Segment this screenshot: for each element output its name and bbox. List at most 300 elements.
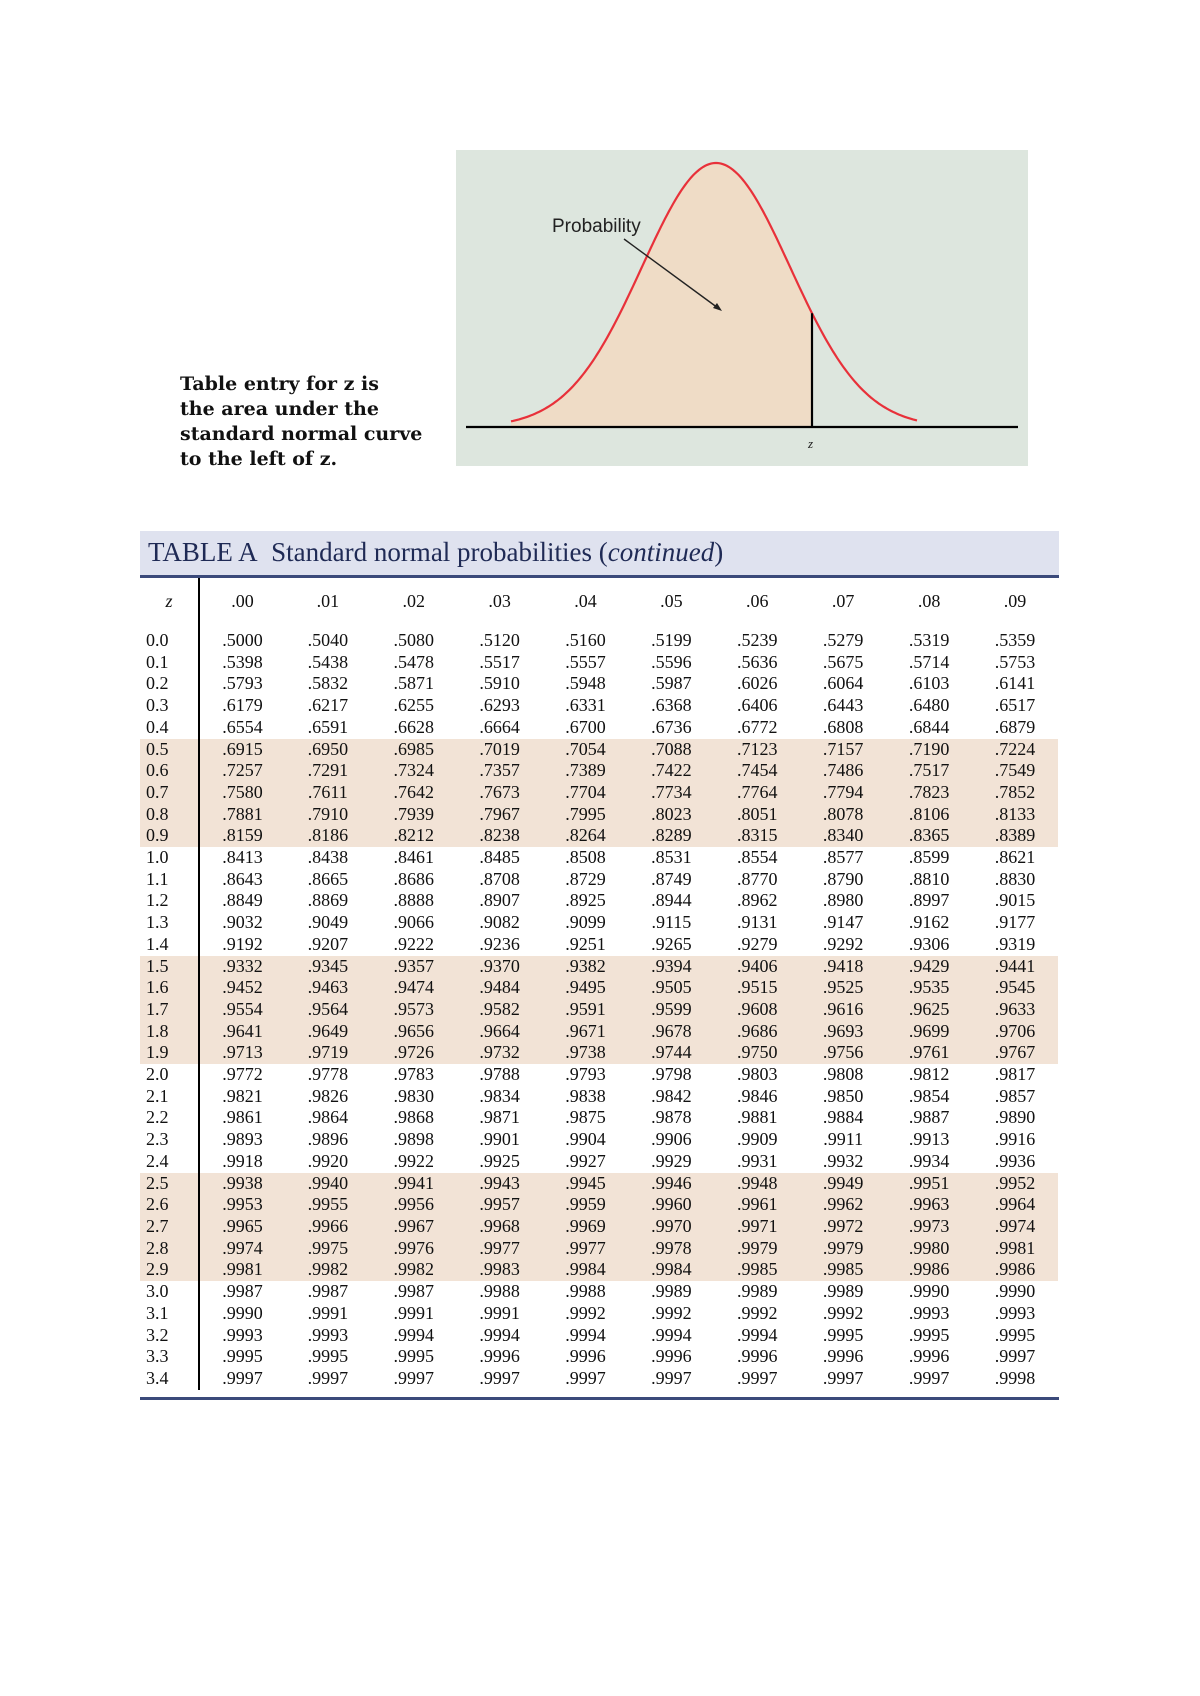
z-value-cell: 3.1 bbox=[140, 1303, 199, 1325]
probability-cell: .9996 bbox=[822, 1346, 864, 1367]
probability-cell: .9976 bbox=[371, 1238, 457, 1260]
probability-cell: .9996 bbox=[737, 1346, 778, 1367]
table-row bbox=[140, 695, 1058, 717]
table-row bbox=[140, 956, 1058, 978]
caption-line: to the left of z. bbox=[180, 448, 338, 470]
table-row bbox=[140, 673, 1058, 695]
probability-cell: .8106 bbox=[886, 804, 972, 826]
probability-cell: .9738 bbox=[543, 1042, 629, 1064]
probability-cell: .7549 bbox=[972, 760, 1058, 782]
probability-cell: .9306 bbox=[908, 933, 950, 954]
probability-cell: .7673 bbox=[457, 782, 543, 804]
probability-cell: .9945 bbox=[543, 1173, 629, 1195]
probability-cell: .9998 bbox=[994, 1367, 1036, 1388]
probability-cell: .6480 bbox=[908, 695, 950, 716]
probability-cell: .9207 bbox=[307, 933, 349, 954]
probability-cell: .7580 bbox=[199, 782, 285, 804]
probability-cell: .9115 bbox=[651, 912, 692, 933]
probability-cell: .9906 bbox=[651, 1129, 692, 1150]
probability-cell: .9922 bbox=[393, 1150, 434, 1171]
probability-cell: .7257 bbox=[199, 760, 285, 782]
table-row bbox=[140, 1281, 1058, 1303]
probability-cell: .9997 bbox=[737, 1367, 778, 1388]
z-value-cell: 1.6 bbox=[140, 977, 199, 999]
probability-cell: .8212 bbox=[371, 825, 457, 847]
probability-label: Probability bbox=[552, 216, 641, 237]
probability-cell: .7190 bbox=[886, 739, 972, 761]
probability-cell: .8849 bbox=[222, 890, 263, 911]
probability-cell: .6844 bbox=[908, 716, 950, 737]
probability-cell: .9857 bbox=[994, 1085, 1036, 1106]
probability-cell: .9988 bbox=[565, 1281, 606, 1302]
z-value-cell: 1.5 bbox=[140, 956, 199, 978]
standard-normal-table bbox=[140, 578, 1059, 1390]
probability-cell: .8238 bbox=[457, 825, 543, 847]
probability-cell: .9983 bbox=[457, 1259, 543, 1281]
probability-cell: .9826 bbox=[307, 1085, 349, 1106]
caption-line: Table entry for z is bbox=[180, 373, 379, 395]
probability-cell: .9265 bbox=[651, 933, 692, 954]
probability-cell: .9898 bbox=[393, 1129, 434, 1150]
probability-cell: .9484 bbox=[457, 977, 543, 999]
probability-cell: .9997 bbox=[565, 1367, 606, 1388]
probability-cell: .8729 bbox=[565, 868, 606, 889]
probability-cell: .6517 bbox=[994, 695, 1036, 716]
probability-cell: .9991 bbox=[479, 1302, 520, 1323]
probability-cell: .8438 bbox=[307, 847, 349, 868]
probability-cell: .9633 bbox=[972, 999, 1058, 1021]
probability-cell: .8869 bbox=[307, 890, 349, 911]
probability-cell: .9980 bbox=[886, 1238, 972, 1260]
probability-cell: .7995 bbox=[543, 804, 629, 826]
probability-cell: .8133 bbox=[972, 804, 1058, 826]
probability-cell: .9970 bbox=[628, 1216, 714, 1238]
probability-cell: .9830 bbox=[393, 1085, 434, 1106]
caption-line: the area under the bbox=[180, 398, 379, 420]
probability-cell: .7422 bbox=[628, 760, 714, 782]
column-header: .05 bbox=[660, 590, 683, 611]
probability-cell: .9875 bbox=[565, 1107, 606, 1128]
z-value-cell: 2.8 bbox=[140, 1238, 199, 1260]
probability-cell: .9973 bbox=[886, 1216, 972, 1238]
probability-cell: .9370 bbox=[457, 956, 543, 978]
probability-cell: .6443 bbox=[822, 695, 864, 716]
probability-cell: .6331 bbox=[565, 695, 606, 716]
probability-cell: .9996 bbox=[651, 1346, 692, 1367]
table-row bbox=[140, 782, 1058, 804]
probability-cell: .7389 bbox=[543, 760, 629, 782]
z-value-cell: 3.0 bbox=[140, 1281, 199, 1303]
probability-cell: .8531 bbox=[651, 847, 692, 868]
probability-cell: .9972 bbox=[800, 1216, 886, 1238]
probability-cell: .8051 bbox=[714, 804, 800, 826]
probability-cell: .5987 bbox=[651, 673, 692, 694]
z-value-cell: 2.1 bbox=[140, 1086, 199, 1108]
probability-cell: .6736 bbox=[651, 716, 692, 737]
probability-cell: .9995 bbox=[822, 1324, 864, 1345]
probability-cell: .8749 bbox=[651, 868, 692, 889]
probability-cell: .9993 bbox=[994, 1302, 1036, 1323]
probability-cell: .9997 bbox=[307, 1367, 349, 1388]
probability-cell: .9987 bbox=[307, 1281, 349, 1302]
probability-cell: .9959 bbox=[543, 1194, 629, 1216]
caption-line: standard normal curve bbox=[180, 423, 423, 445]
z-value-cell: 1.8 bbox=[140, 1021, 199, 1043]
probability-cell: .8686 bbox=[393, 868, 434, 889]
probability-cell: .6141 bbox=[994, 673, 1036, 694]
probability-cell: .5714 bbox=[908, 651, 950, 672]
probability-cell: .8980 bbox=[822, 890, 864, 911]
probability-cell: .8554 bbox=[737, 847, 778, 868]
z-value-cell: 2.2 bbox=[140, 1107, 199, 1129]
probability-cell: .9927 bbox=[565, 1150, 606, 1171]
probability-cell: .9357 bbox=[371, 956, 457, 978]
probability-cell: .9946 bbox=[628, 1173, 714, 1195]
probability-cell: .9978 bbox=[628, 1238, 714, 1260]
probability-cell: .7910 bbox=[285, 804, 371, 826]
probability-cell: .9993 bbox=[307, 1324, 349, 1345]
z-value-cell: 2.4 bbox=[140, 1151, 199, 1173]
z-value-cell: 1.1 bbox=[140, 869, 199, 891]
probability-cell: .9864 bbox=[307, 1107, 349, 1128]
probability-cell: .9931 bbox=[737, 1150, 778, 1171]
probability-cell: .9962 bbox=[800, 1194, 886, 1216]
probability-cell: .6064 bbox=[822, 673, 864, 694]
table-row bbox=[140, 652, 1058, 674]
probability-cell: .9162 bbox=[908, 912, 950, 933]
probability-cell: .9573 bbox=[371, 999, 457, 1021]
probability-cell: .9911 bbox=[823, 1129, 864, 1150]
probability-cell: .9693 bbox=[800, 1021, 886, 1043]
probability-cell: .9850 bbox=[822, 1085, 864, 1106]
probability-cell: .9319 bbox=[994, 933, 1036, 954]
table-row bbox=[140, 1368, 1058, 1390]
probability-cell: .9032 bbox=[222, 912, 263, 933]
z-value-cell: 2.9 bbox=[140, 1259, 199, 1281]
probability-cell: .9955 bbox=[285, 1194, 371, 1216]
probability-cell: .9986 bbox=[886, 1259, 972, 1281]
probability-cell: .9934 bbox=[908, 1150, 950, 1171]
probability-cell: .9994 bbox=[565, 1324, 606, 1345]
probability-cell: .9975 bbox=[285, 1238, 371, 1260]
z-value-cell: 1.4 bbox=[140, 934, 199, 956]
probability-cell: .9099 bbox=[565, 912, 606, 933]
probability-cell: .8023 bbox=[628, 804, 714, 826]
table-label: TABLE A bbox=[148, 537, 258, 567]
table-row bbox=[140, 890, 1058, 912]
probability-cell: .9082 bbox=[479, 912, 520, 933]
probability-cell: .9953 bbox=[199, 1194, 285, 1216]
probability-cell: .7123 bbox=[714, 739, 800, 761]
probability-cell: .5910 bbox=[479, 673, 520, 694]
z-marker-label: z bbox=[808, 436, 814, 451]
probability-cell: .6026 bbox=[737, 673, 778, 694]
z-value-cell: 0.2 bbox=[140, 673, 199, 695]
probability-cell: .9997 bbox=[651, 1367, 692, 1388]
probability-cell: .8643 bbox=[222, 868, 263, 889]
probability-cell: .6368 bbox=[651, 695, 692, 716]
probability-cell: .5948 bbox=[565, 673, 606, 694]
probability-cell: .7157 bbox=[800, 739, 886, 761]
probability-cell: .9981 bbox=[199, 1259, 285, 1281]
probability-cell: .7486 bbox=[800, 760, 886, 782]
probability-cell: .9881 bbox=[737, 1107, 778, 1128]
probability-cell: .9913 bbox=[908, 1129, 950, 1150]
probability-cell: .9591 bbox=[543, 999, 629, 1021]
probability-cell: .9990 bbox=[222, 1302, 263, 1323]
probability-cell: .9997 bbox=[222, 1367, 263, 1388]
probability-cell: .8810 bbox=[908, 868, 950, 889]
table-header-row bbox=[140, 578, 1058, 624]
probability-cell: .9990 bbox=[994, 1281, 1036, 1302]
z-value-cell: 3.4 bbox=[140, 1368, 199, 1390]
probability-cell: .9525 bbox=[800, 977, 886, 999]
z-value-cell: 0.3 bbox=[140, 695, 199, 717]
probability-cell: .8340 bbox=[800, 825, 886, 847]
probability-cell: .5636 bbox=[737, 651, 778, 672]
probability-cell: .9641 bbox=[199, 1021, 285, 1043]
probability-cell: .9994 bbox=[737, 1324, 778, 1345]
table-bottom-rule bbox=[140, 1397, 1059, 1400]
probability-cell: .9989 bbox=[651, 1281, 692, 1302]
probability-cell: .8770 bbox=[737, 868, 778, 889]
table-row bbox=[140, 1194, 1058, 1216]
table-title-main: Standard normal probabilities ( bbox=[271, 537, 608, 567]
probability-cell: .8665 bbox=[307, 868, 349, 889]
probability-cell: .9932 bbox=[822, 1150, 864, 1171]
probability-cell: .5398 bbox=[222, 651, 263, 672]
probability-cell: .8790 bbox=[822, 868, 864, 889]
table-row bbox=[140, 717, 1058, 739]
probability-cell: .9974 bbox=[199, 1238, 285, 1260]
probability-cell: .5557 bbox=[565, 651, 606, 672]
probability-cell: .9956 bbox=[371, 1194, 457, 1216]
column-header: .01 bbox=[316, 590, 340, 611]
probability-cell: .9968 bbox=[457, 1216, 543, 1238]
probability-cell: .9545 bbox=[972, 977, 1058, 999]
z-value-cell: 0.0 bbox=[140, 624, 199, 652]
probability-cell: .6808 bbox=[822, 716, 864, 737]
probability-cell: .9616 bbox=[800, 999, 886, 1021]
probability-cell: .9997 bbox=[908, 1367, 950, 1388]
probability-cell: .9834 bbox=[479, 1085, 520, 1106]
probability-cell: .9515 bbox=[714, 977, 800, 999]
probability-cell: .8907 bbox=[479, 890, 520, 911]
z-value-cell: 3.3 bbox=[140, 1346, 199, 1368]
probability-cell: .7642 bbox=[371, 782, 457, 804]
probability-cell: .7823 bbox=[886, 782, 972, 804]
z-value-cell: 1.9 bbox=[140, 1042, 199, 1064]
probability-cell: .9713 bbox=[199, 1042, 285, 1064]
probability-cell: .8997 bbox=[908, 890, 950, 911]
probability-cell: .6554 bbox=[222, 716, 263, 737]
probability-cell: .9236 bbox=[479, 933, 520, 954]
probability-cell: .9963 bbox=[886, 1194, 972, 1216]
probability-cell: .9887 bbox=[908, 1107, 950, 1128]
probability-cell: .9995 bbox=[908, 1324, 950, 1345]
probability-cell: .9925 bbox=[479, 1150, 520, 1171]
probability-cell: .6985 bbox=[371, 739, 457, 761]
probability-cell: .9989 bbox=[737, 1281, 778, 1302]
probability-cell: .9995 bbox=[222, 1346, 263, 1367]
probability-cell: .9251 bbox=[565, 933, 606, 954]
probability-cell: .9987 bbox=[222, 1281, 263, 1302]
probability-cell: .7019 bbox=[457, 739, 543, 761]
probability-cell: .9463 bbox=[285, 977, 371, 999]
probability-cell: .9846 bbox=[737, 1085, 778, 1106]
probability-cell: .5596 bbox=[651, 651, 692, 672]
probability-cell: .9957 bbox=[457, 1194, 543, 1216]
z-value-cell: 0.5 bbox=[140, 739, 199, 761]
column-header: .06 bbox=[746, 590, 769, 611]
probability-cell: .9977 bbox=[457, 1238, 543, 1260]
probability-cell: .6406 bbox=[737, 695, 778, 716]
probability-cell: .9772 bbox=[222, 1064, 263, 1085]
probability-cell: .9997 bbox=[994, 1346, 1036, 1367]
probability-cell: .9951 bbox=[886, 1173, 972, 1195]
probability-cell: .9821 bbox=[222, 1085, 263, 1106]
table-title bbox=[148, 537, 723, 568]
probability-cell: .9994 bbox=[393, 1324, 434, 1345]
probability-cell: .9977 bbox=[543, 1238, 629, 1260]
probability-cell: .5753 bbox=[994, 651, 1036, 672]
probability-cell: .8078 bbox=[800, 804, 886, 826]
table-row bbox=[140, 912, 1058, 934]
probability-cell: .9671 bbox=[543, 1021, 629, 1043]
probability-cell: .9941 bbox=[371, 1173, 457, 1195]
probability-cell: .9842 bbox=[651, 1085, 692, 1106]
table-row bbox=[140, 1325, 1058, 1347]
table-row bbox=[140, 977, 1058, 999]
probability-cell: .9838 bbox=[565, 1085, 606, 1106]
probability-cell: .9686 bbox=[714, 1021, 800, 1043]
probability-cell: .7764 bbox=[714, 782, 800, 804]
probability-cell: .9582 bbox=[457, 999, 543, 1021]
probability-cell: .5160 bbox=[565, 630, 606, 650]
probability-cell: .9292 bbox=[822, 933, 864, 954]
probability-cell: .9893 bbox=[222, 1129, 263, 1150]
probability-cell: .9625 bbox=[886, 999, 972, 1021]
probability-cell: .9997 bbox=[393, 1367, 434, 1388]
probability-cell: .8159 bbox=[199, 825, 285, 847]
probability-cell: .9726 bbox=[371, 1042, 457, 1064]
probability-cell: .9871 bbox=[479, 1107, 520, 1128]
probability-cell: .9993 bbox=[222, 1324, 263, 1345]
probability-cell: .9989 bbox=[822, 1281, 864, 1302]
probability-cell: .8830 bbox=[994, 868, 1036, 889]
probability-cell: .9992 bbox=[737, 1302, 778, 1323]
probability-cell: .9382 bbox=[543, 956, 629, 978]
probability-cell: .9949 bbox=[800, 1173, 886, 1195]
z-value-cell: 0.8 bbox=[140, 804, 199, 826]
figure-caption bbox=[180, 372, 460, 472]
probability-cell: .6255 bbox=[393, 695, 434, 716]
probability-cell: .9909 bbox=[737, 1129, 778, 1150]
probability-cell: .9979 bbox=[800, 1238, 886, 1260]
probability-cell: .9965 bbox=[199, 1216, 285, 1238]
probability-cell: .8289 bbox=[628, 825, 714, 847]
table-row bbox=[140, 999, 1058, 1021]
probability-cell: .9982 bbox=[285, 1259, 371, 1281]
table-title-bar bbox=[140, 531, 1059, 578]
probability-cell: .8944 bbox=[651, 890, 692, 911]
probability-cell: .5319 bbox=[908, 630, 950, 650]
probability-cell: .9049 bbox=[307, 912, 349, 933]
table-row bbox=[140, 1151, 1058, 1173]
probability-cell: .9938 bbox=[199, 1173, 285, 1195]
probability-cell: .5517 bbox=[479, 651, 520, 672]
probability-cell: .9535 bbox=[886, 977, 972, 999]
z-value-cell: 1.0 bbox=[140, 847, 199, 869]
probability-cell: .7611 bbox=[285, 782, 371, 804]
probability-cell: .9992 bbox=[822, 1302, 864, 1323]
probability-cell: .6772 bbox=[737, 716, 778, 737]
probability-cell: .9664 bbox=[457, 1021, 543, 1043]
table-row bbox=[140, 1042, 1058, 1064]
probability-cell: .9015 bbox=[994, 890, 1036, 911]
probability-cell: .9984 bbox=[628, 1259, 714, 1281]
probability-cell: .6217 bbox=[307, 695, 349, 716]
probability-cell: .9929 bbox=[651, 1150, 692, 1171]
probability-cell: .5478 bbox=[393, 651, 434, 672]
probability-cell: .5871 bbox=[393, 673, 434, 694]
probability-cell: .9987 bbox=[393, 1281, 434, 1302]
probability-cell: .9940 bbox=[285, 1173, 371, 1195]
probability-cell: .9920 bbox=[307, 1150, 349, 1171]
probability-cell: .9429 bbox=[886, 956, 972, 978]
table-row bbox=[140, 1107, 1058, 1129]
probability-cell: .9564 bbox=[285, 999, 371, 1021]
probability-cell: .7517 bbox=[886, 760, 972, 782]
probability-cell: .9808 bbox=[822, 1064, 864, 1085]
probability-cell: .5279 bbox=[822, 630, 864, 650]
probability-cell: .9192 bbox=[222, 933, 263, 954]
probability-cell: .5438 bbox=[307, 651, 349, 672]
probability-cell: .8389 bbox=[972, 825, 1058, 847]
probability-cell: .9896 bbox=[307, 1129, 349, 1150]
probability-cell: .9952 bbox=[972, 1173, 1058, 1195]
probability-cell: .8599 bbox=[908, 847, 950, 868]
normal-curve-figure bbox=[456, 150, 1028, 466]
probability-cell: .9936 bbox=[994, 1150, 1036, 1171]
probability-cell: .5080 bbox=[393, 630, 434, 650]
probability-cell: .6591 bbox=[307, 716, 349, 737]
probability-cell: .9719 bbox=[285, 1042, 371, 1064]
probability-cell: .7291 bbox=[285, 760, 371, 782]
table-row bbox=[140, 934, 1058, 956]
probability-cell: .9991 bbox=[393, 1302, 434, 1323]
probability-cell: .9884 bbox=[822, 1107, 864, 1128]
table-row bbox=[140, 1086, 1058, 1108]
probability-cell: .9966 bbox=[285, 1216, 371, 1238]
probability-cell: .9990 bbox=[908, 1281, 950, 1302]
probability-cell: .9332 bbox=[199, 956, 285, 978]
probability-cell: .7734 bbox=[628, 782, 714, 804]
probability-cell: .6879 bbox=[994, 716, 1036, 737]
probability-cell: .9971 bbox=[714, 1216, 800, 1238]
probability-cell: .9861 bbox=[222, 1107, 263, 1128]
probability-cell: .6103 bbox=[908, 673, 950, 694]
probability-cell: .6293 bbox=[479, 695, 520, 716]
probability-cell: .9948 bbox=[714, 1173, 800, 1195]
table-row bbox=[140, 1129, 1058, 1151]
z-column-header: z bbox=[140, 578, 199, 624]
probability-cell: .9441 bbox=[972, 956, 1058, 978]
probability-cell: .9901 bbox=[479, 1129, 520, 1150]
probability-cell: .9995 bbox=[307, 1346, 349, 1367]
probability-cell: .9988 bbox=[479, 1281, 520, 1302]
probability-cell: .9778 bbox=[307, 1064, 349, 1085]
